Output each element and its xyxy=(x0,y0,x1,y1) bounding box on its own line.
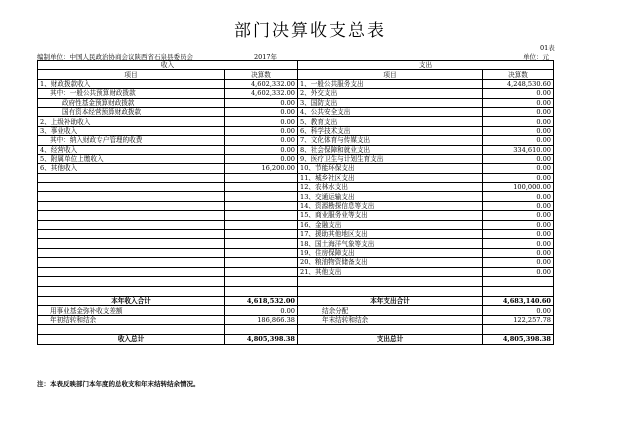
income-item-cell xyxy=(38,248,225,257)
income-total-label: 本年收入合计 xyxy=(38,296,225,305)
income-item-cell: 国有资本经营预算财政拨款 xyxy=(38,107,225,116)
income-item-cell xyxy=(38,258,225,267)
income-amount-cell: 16,200.00 xyxy=(225,164,298,173)
expense-item-cell: 11、城乡社区支出 xyxy=(298,173,483,182)
annual-total-row xyxy=(38,296,554,305)
income-amount-cell xyxy=(225,258,298,267)
expense-amount-cell: 0.00 xyxy=(483,89,554,98)
expense-item-cell: 9、医疗卫生与计划生育支出 xyxy=(298,154,483,163)
expense-item-cell: 18、国土海洋气象等支出 xyxy=(298,239,483,248)
expense-total-value: 4,683,140.60 xyxy=(483,296,554,305)
expense-item-cell: 10、节能环保支出 xyxy=(298,164,483,173)
blank-cell xyxy=(483,286,554,296)
begin-balance-label: 年初结转和结余 xyxy=(38,315,225,324)
blank-cell xyxy=(298,325,483,335)
table-row xyxy=(38,230,554,239)
blank-cell xyxy=(298,276,483,286)
blank-cell xyxy=(225,286,298,296)
grand-total-row xyxy=(38,335,554,344)
income-amount-cell xyxy=(225,220,298,229)
table-row xyxy=(38,248,554,257)
blank-row xyxy=(38,286,554,296)
expense-item-cell: 5、教育支出 xyxy=(298,117,483,126)
income-item-cell xyxy=(38,267,225,276)
expense-amount-cell: 0.00 xyxy=(483,239,554,248)
column-header-row xyxy=(38,70,554,79)
income-amount-cell: 0.00 xyxy=(225,98,298,107)
table-row xyxy=(38,211,554,220)
table-row xyxy=(38,145,554,154)
expense-item-cell: 1、一般公共服务支出 xyxy=(298,79,483,88)
expense-item-cell: 15、商业服务业等支出 xyxy=(298,211,483,220)
section-header-row xyxy=(38,61,554,70)
expense-amount-cell: 0.00 xyxy=(483,267,554,276)
expense-amount-cell: 0.00 xyxy=(483,230,554,239)
income-item-cell: 1、财政拨款收入 xyxy=(38,79,225,88)
table-row xyxy=(38,258,554,267)
income-amount-cell xyxy=(225,248,298,257)
footnote: 注：本表反映部门本年度的总收支和年末结转结余情况。 xyxy=(37,380,200,388)
income-amount-cell xyxy=(225,230,298,239)
income-amount-cell xyxy=(225,239,298,248)
income-amount-header: 决算数 xyxy=(225,70,298,79)
begin-balance-value: 186,866.38 xyxy=(225,315,298,324)
blank-cell xyxy=(38,276,225,286)
income-amount-cell xyxy=(225,201,298,210)
blank-cell xyxy=(38,325,225,335)
blank-cell xyxy=(225,276,298,286)
income-amount-cell: 0.00 xyxy=(225,126,298,135)
table-row xyxy=(38,239,554,248)
expense-amount-cell: 0.00 xyxy=(483,211,554,220)
income-item-cell: 其中：纳入财政专户管理的收费 xyxy=(38,136,225,145)
income-amount-cell: 0.00 xyxy=(225,117,298,126)
expense-item-cell: 6、科学技术支出 xyxy=(298,126,483,135)
expense-total-label: 本年支出合计 xyxy=(298,296,483,305)
income-item-cell: 6、其他收入 xyxy=(38,164,225,173)
end-balance-value: 122,257.78 xyxy=(483,315,554,324)
income-amount-cell: 0.00 xyxy=(225,154,298,163)
expense-amount-cell: 0.00 xyxy=(483,192,554,201)
blank-cell xyxy=(483,276,554,286)
expense-item-cell: 12、农林水支出 xyxy=(298,183,483,192)
income-item-header: 项目 xyxy=(38,70,225,79)
table-row xyxy=(38,315,554,324)
expense-amount-cell: 0.00 xyxy=(483,173,554,182)
currency-unit: 单位：元 xyxy=(523,53,549,61)
expense-amount-cell: 0.00 xyxy=(483,201,554,210)
table-row xyxy=(38,201,554,210)
income-amount-cell: 0.00 xyxy=(225,145,298,154)
income-section-header: 收入 xyxy=(38,61,298,70)
summary-table xyxy=(37,60,554,345)
expense-item-cell: 7、文化体育与传媒支出 xyxy=(298,136,483,145)
expense-sum-label: 支出总计 xyxy=(298,335,483,344)
table-row xyxy=(38,183,554,192)
expense-amount-cell: 0.00 xyxy=(483,258,554,267)
expense-sum-value: 4,805,398.38 xyxy=(483,335,554,344)
blank-row xyxy=(38,276,554,286)
income-item-cell: 5、附属单位上缴收入 xyxy=(38,154,225,163)
blank-cell xyxy=(298,286,483,296)
income-amount-cell xyxy=(225,173,298,182)
income-item-cell xyxy=(38,211,225,220)
table-row xyxy=(38,192,554,201)
income-item-cell xyxy=(38,173,225,182)
expense-amount-cell: 334,610.00 xyxy=(483,145,554,154)
blank-cell xyxy=(483,325,554,335)
income-item-cell: 其中：一般公共预算财政拨款 xyxy=(38,89,225,98)
income-item-cell xyxy=(38,183,225,192)
table-row xyxy=(38,117,554,126)
income-amount-cell: 0.00 xyxy=(225,136,298,145)
income-amount-cell: 0.00 xyxy=(225,107,298,116)
end-balance-label: 年末结转和结余 xyxy=(298,315,483,324)
expense-amount-cell: 0.00 xyxy=(483,220,554,229)
table-row xyxy=(38,173,554,182)
page-title: 部门决算收支总表 xyxy=(234,21,386,41)
table-row xyxy=(38,267,554,276)
expense-amount-cell: 0.00 xyxy=(483,117,554,126)
expense-amount-cell: 4,248,530.60 xyxy=(483,79,554,88)
expense-item-cell: 16、金融支出 xyxy=(298,220,483,229)
income-amount-cell xyxy=(225,267,298,276)
income-item-cell: 3、事业收入 xyxy=(38,126,225,135)
income-sum-label: 收入总计 xyxy=(38,335,225,344)
expense-item-cell: 19、住房保障支出 xyxy=(298,248,483,257)
compiling-unit: 编制单位：中国人民政治协商会议陕西省石泉县委员会 xyxy=(37,53,193,61)
expense-item-header: 项目 xyxy=(298,70,483,79)
income-sum-value: 4,805,398.38 xyxy=(225,335,298,344)
income-amount-cell: 4,602,332.00 xyxy=(225,79,298,88)
expense-amount-header: 决算数 xyxy=(483,70,554,79)
blank-cell xyxy=(38,286,225,296)
expense-item-cell: 21、其他支出 xyxy=(298,267,483,276)
income-item-cell: 政府性基金预算财政拨款 xyxy=(38,98,225,107)
income-item-cell xyxy=(38,230,225,239)
expense-item-cell: 4、公共安全支出 xyxy=(298,107,483,116)
expense-item-cell: 20、粮油物资储备支出 xyxy=(298,258,483,267)
expense-item-cell: 14、资源勘探信息等支出 xyxy=(298,201,483,210)
income-item-cell xyxy=(38,220,225,229)
table-row xyxy=(38,126,554,135)
fund-gap-label: 用事业基金弥补收支差额 xyxy=(38,306,225,315)
income-amount-cell xyxy=(225,211,298,220)
income-total-value: 4,618,532.00 xyxy=(225,296,298,305)
expense-item-cell: 2、外交支出 xyxy=(298,89,483,98)
expense-amount-cell: 0.00 xyxy=(483,248,554,257)
table-row xyxy=(38,79,554,88)
table-row xyxy=(38,107,554,116)
expense-item-cell: 8、社会保障和就业支出 xyxy=(298,145,483,154)
carry-label: 结余分配 xyxy=(298,306,483,315)
expense-item-cell: 17、援助其他地区支出 xyxy=(298,230,483,239)
blank-cell xyxy=(225,325,298,335)
expense-amount-cell: 100,000.00 xyxy=(483,183,554,192)
table-row xyxy=(38,136,554,145)
income-amount-cell: 4,602,332.00 xyxy=(225,89,298,98)
form-number: 01表 xyxy=(540,44,555,52)
table-row xyxy=(38,89,554,98)
expense-item-cell: 13、交通运输支出 xyxy=(298,192,483,201)
expense-amount-cell: 0.00 xyxy=(483,154,554,163)
expense-amount-cell: 0.00 xyxy=(483,98,554,107)
expense-section-header: 支出 xyxy=(298,61,554,70)
blank-row xyxy=(38,325,554,335)
expense-item-cell: 3、国防支出 xyxy=(298,98,483,107)
table-row xyxy=(38,220,554,229)
fund-gap-value: 0.00 xyxy=(225,306,298,315)
income-item-cell: 2、上级补助收入 xyxy=(38,117,225,126)
carry-value: 0.00 xyxy=(483,306,554,315)
income-item-cell xyxy=(38,201,225,210)
table-row xyxy=(38,154,554,163)
income-amount-cell xyxy=(225,183,298,192)
report-year: 2017年 xyxy=(254,53,278,61)
income-item-cell: 4、经营收入 xyxy=(38,145,225,154)
table-row xyxy=(38,164,554,173)
expense-amount-cell: 0.00 xyxy=(483,126,554,135)
income-item-cell xyxy=(38,192,225,201)
income-item-cell xyxy=(38,239,225,248)
summary-table-body xyxy=(38,61,554,345)
table-row xyxy=(38,98,554,107)
income-amount-cell xyxy=(225,192,298,201)
expense-amount-cell: 0.00 xyxy=(483,136,554,145)
expense-amount-cell: 0.00 xyxy=(483,164,554,173)
table-row xyxy=(38,306,554,315)
expense-amount-cell: 0.00 xyxy=(483,107,554,116)
